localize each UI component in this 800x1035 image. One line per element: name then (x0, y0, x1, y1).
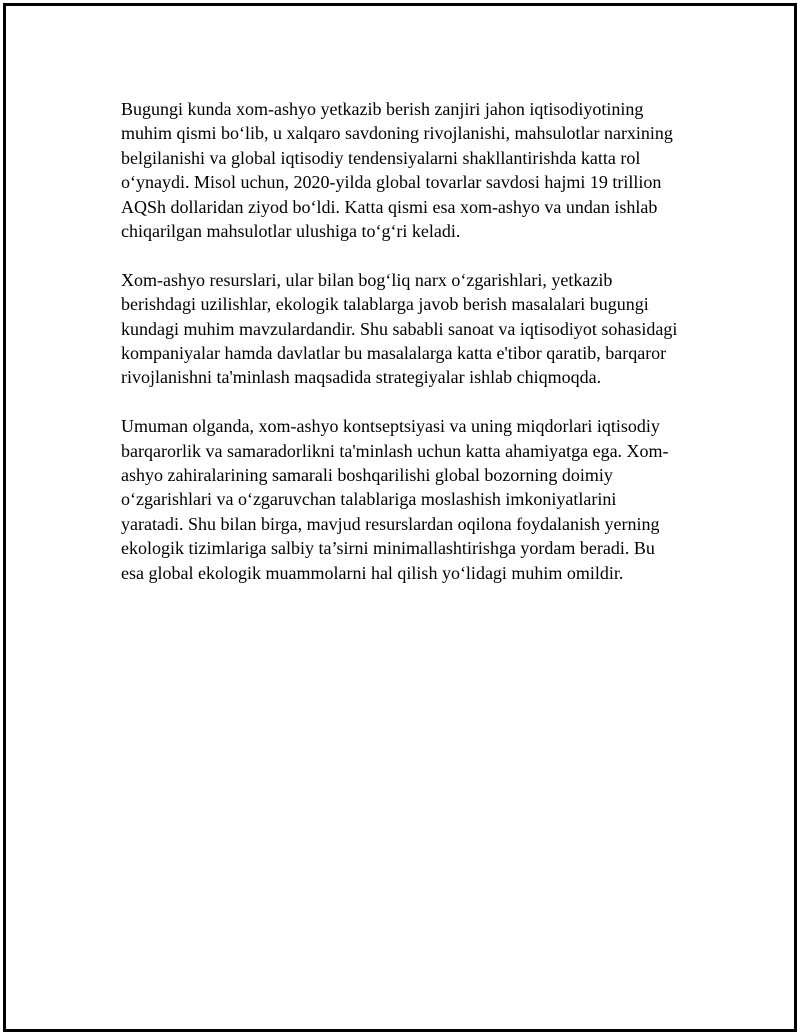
document-body (121, 97, 681, 609)
paragraph-1: Bugungi kunda xom-ashyo yetkazib berish zanjiri jahon iqtisodiyotining muhim qismi bo‘lib, u xalqaro savdoning rivojlanishi, mahsulotlar narxining belgilanishi va global iqtisodiy tendensiyalarni shakllantirishda katta rol o‘ynaydi. Misol uchun, 2020-yilda global tovarlar savdosi hajmi 19 trillion AQSh dollaridan ziyod bo‘ldi. Katta qismi esa xom-ashyo va undan ishlab chiqarilgan mahsulotlar ulushiga to‘g‘ri keladi. (121, 99, 673, 242)
paragraph-2: Xom-ashyo resurslari, ular bilan bog‘liq narx o‘zgarishlari, yetkazib berishdagi uzilishlar, ekologik talablarga javob berish masalalari bugungi kundagi muhim mavzulardandir. Shu sababli sanoat va iqtisodiyot sohasidagi kompaniyalar hamda davlatlar bu masalalarga katta e'tibor qaratib, barqaror rivojlanishni ta'minlash maqsadida strategiyalar ishlab chiqmoqda. (121, 269, 678, 388)
document-page (3, 3, 797, 1032)
paragraph-3: Umuman olganda, xom-ashyo kontseptsiyasi va uning miqdorlari iqtisodiy barqarorlik va samaradorlikni ta'minlash uchun katta ahamiyatga ega. Xom-ashyo zahiralarining samarali boshqarilishi global bozorning doimiy o‘zgarishlari va o‘zgaruvchan talablariga moslashish imkoniyatlarini yaratadi. Shu bilan birga, mavjud resurslardan oqilona foydalanish yerning ekologik tizimlariga salbiy ta’sirni minimallashtirishga yordam beradi. Bu esa global ekologik muammolarni hal qilish yo‘lidagi muhim omildir. (121, 416, 669, 583)
